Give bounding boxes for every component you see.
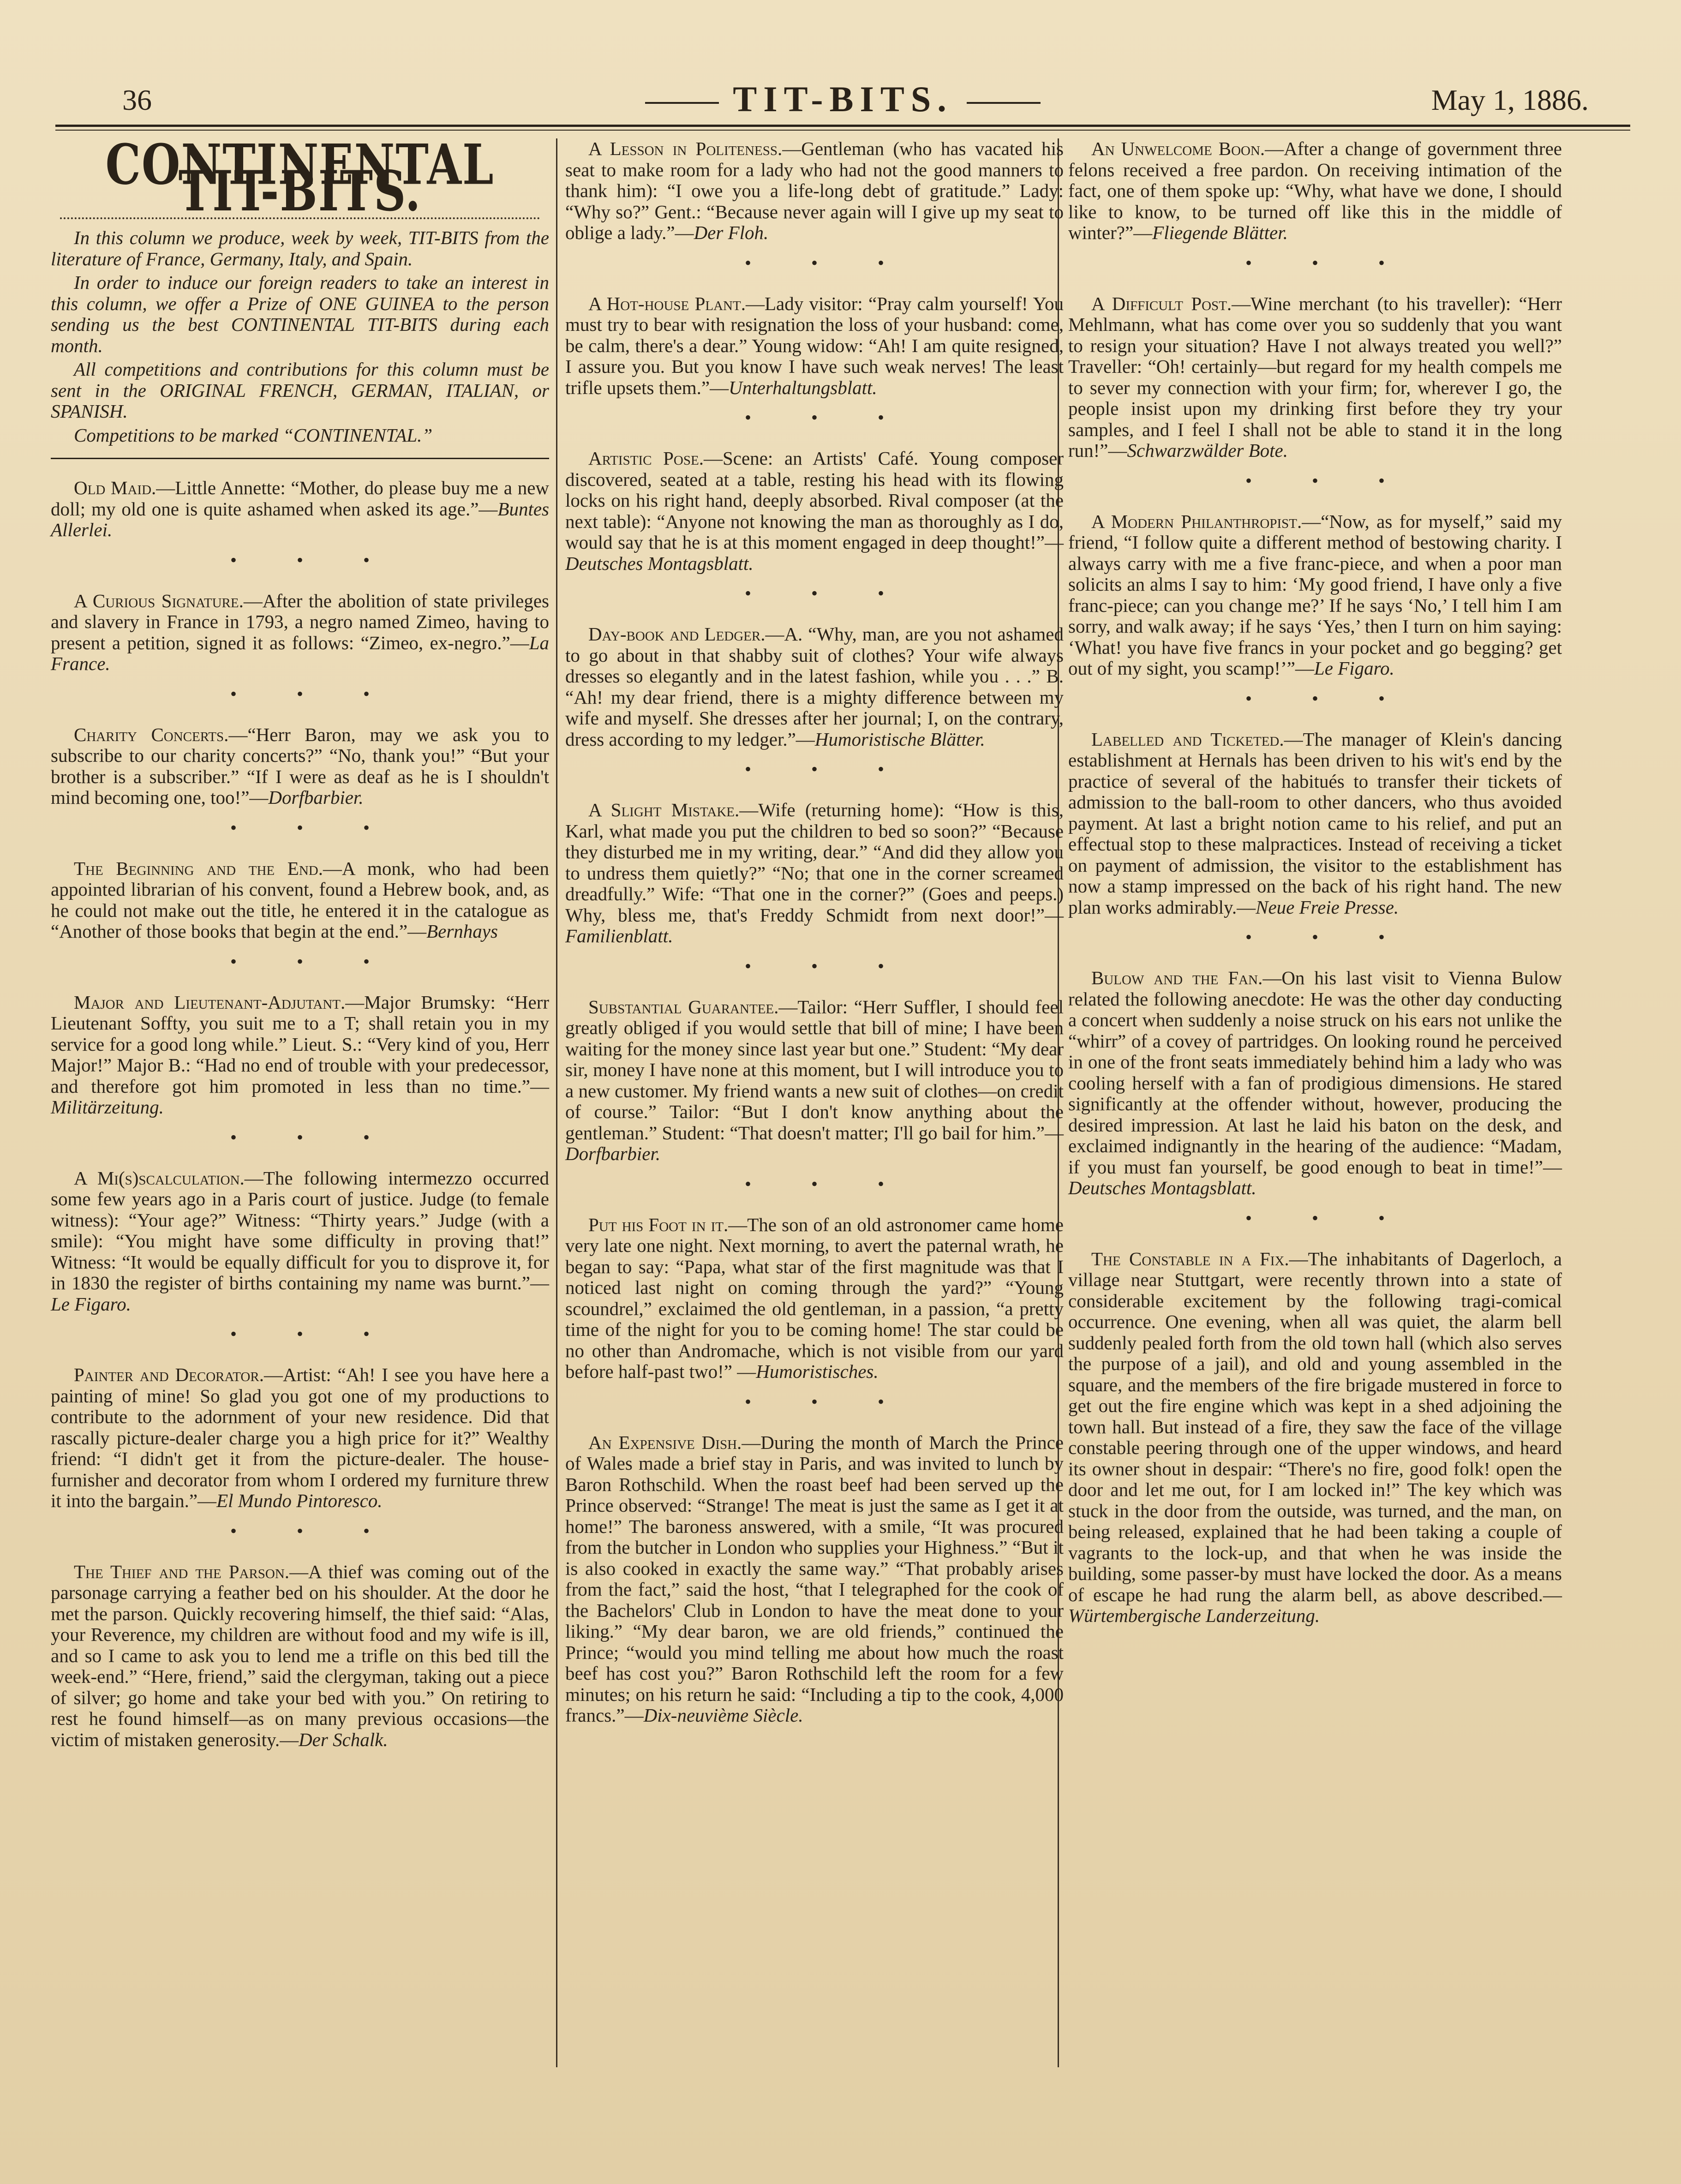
intro-paragraph: All competitions and contributions for this column must be sent in the ORIGINAL FRENCH, GERMAN, ITALIAN, or SPANISH.	[51, 359, 549, 422]
article-item	[1068, 1249, 1562, 1627]
article-item	[51, 1562, 549, 1751]
intro-rule	[51, 458, 549, 459]
article-source: Deutsches Montagsblatt.	[1068, 1177, 1256, 1198]
article-body: —Scene: an Artists' Café. Young composer discovered, seated at a table, resting his head with its flowing locks on his right hand, deeply absorbed. Rival composer (at the next table): “Anyone not knowing the man as thoroughly as I do, would say that he is at this moment engaged in deep thought!”—	[565, 448, 1064, 553]
article-source: Schwarzwälder Bote.	[1127, 440, 1288, 461]
article-source: Fliegende Blätter.	[1152, 222, 1288, 243]
article-title: Put his Foot in it.	[588, 1214, 729, 1235]
article-body: —During the month of March the Prince of Wales made a brief stay in Paris, and was invited to lunch by Baron Rothschild. When the roast beef had been served up the Prince observed: “Strange! The meat is just the same as I get it at home!” The baroness answered, with a smile, “It was procured from the butcher in London who supplies your Highness.” “But it is also cooked in exactly the same way.” “That probably arises from the fact,” said the host, “that I telegraphed for the cook of the Bachelors' Club in London to have the meat done to your liking.” “My dear baron, we are old friends,” continued the Prince; “would you mind telling me about how much the roast beef has cost you?” Baron Rothschild left the room for a few minutes; on his return he said: “Including a tip to the cook, 4,000 francs.”—	[565, 1431, 1064, 1726]
article-item	[51, 478, 549, 541]
article-source: El Mundo Pintoresco.	[216, 1490, 383, 1511]
article-title: The Beginning and the End.	[74, 857, 323, 879]
article-item	[565, 800, 1064, 947]
article-title: Day-book and Ledger.	[588, 623, 766, 645]
article-title: An Expensive Dish.	[588, 1431, 742, 1453]
article-item	[51, 591, 549, 675]
article-body: —The manager of Klein's dancing establishment at Hernals has been driven to his wit's end by the practice of several of the habitués to transfer their tickets of admission to the ball-room to other dancers, who thus avoided payment. At last a bright notion came to his relief, and put an effectual stop to these malpractices. Instead of receiving a ticket on payment of admission, the visitor to the establishment has now a stamp impressed on the back of his right hand. The new plan works admirably.—	[1068, 728, 1562, 918]
article-body: —Lady visitor: “Pray calm yourself! You must try to bear with resignation the loss of your husband: come, be calm, there's a dear.” Young widow: “Ah! I am quite resigned, I assure you. But you know I have such weak nerves! The least trifle upsets them.”—	[565, 293, 1064, 398]
item-separator: • • •	[744, 1391, 912, 1412]
article-title: Charity Concerts.	[74, 724, 229, 745]
article-body: —Little Annette: “Mother, do please buy me a new doll; my old one is quite ashamed when asked its age.”—	[51, 477, 549, 520]
section-intro	[51, 227, 549, 446]
item-separator: • • •	[1245, 252, 1412, 273]
masthead	[46, 78, 1639, 120]
article-source: Dix-neuvième Siècle.	[643, 1705, 803, 1726]
article-title: Bulow and the Fan.	[1091, 967, 1263, 988]
column-2	[565, 138, 1064, 1726]
article-source: Militärzeitung.	[51, 1096, 164, 1118]
article-item	[1068, 968, 1562, 1199]
article-title: The Constable in a Fix.	[1091, 1248, 1289, 1269]
article-title: A Slight Mistake.	[588, 799, 740, 820]
article-source: Bernhays	[426, 921, 498, 942]
article-title: Old Maid.	[74, 477, 156, 498]
article-body: —A thief was coming out of the parsonage carrying a feather bed on his shoulder. At the door he met the parson. Quickly recovering himself, the thief said: “Alas, your Reverence, my children are without food and my wife is ill, and so I came to ask you to lend me a trifle on this bed till the week-end.” “Here, friend,” said the clergyman, taking out a piece of silver; go home and take your bed with you.” On retiring to rest he found himself—as on many previous occasions—the victim of mistaken generosity.—	[51, 1561, 549, 1750]
column-items	[565, 138, 1064, 1726]
article-title: An Unwelcome Boon.	[1091, 138, 1265, 159]
article-source: Würtembergische Landerzeitung.	[1068, 1605, 1320, 1626]
article-title: A Lesson in Politeness.	[588, 138, 783, 159]
article-source: Deutsches Montagsblatt.	[565, 552, 754, 574]
column-items	[51, 478, 549, 1750]
article-source: Neue Freie Presse.	[1256, 896, 1399, 918]
article-source: Dorfbarbier.	[565, 1143, 661, 1164]
article-item	[51, 992, 549, 1118]
article-body: —The following intermezzo occurred some few years ago in a Paris court of justice. Judge (to female witness): “Your age?” Witness: “Thirty years.” Judge (with a smile): “You might have some difficulty in proving that!” Witness: “It would be equally difficult for you to disprove it, for in 1830 the register of births containing my name was burnt.”—	[51, 1167, 549, 1293]
article-source: Humoristische Blätter.	[814, 728, 985, 750]
article-title: Labelled and Ticketed.	[1091, 728, 1284, 750]
article-item	[565, 1432, 1064, 1726]
article-source: Familienblatt.	[565, 925, 673, 946]
article-item	[51, 858, 549, 942]
article-body: —Gentleman (who has vacated his seat to make room for a lady who had not the good manners to thank him): “I owe you a life-long debt of gratitude.” Lady: “Why so?” Gent.: “Because never again will I give up my seat to oblige a lady.”—	[565, 138, 1064, 243]
article-title: The Thief and the Parson.	[74, 1561, 290, 1582]
intro-paragraph: Competitions to be marked “CONTINENTAL.”	[74, 424, 433, 446]
article-body: —After a change of government three felons received a free pardon. On receiving intimation of the fact, one of them spoke up: “Why, what have we done, I should like to know, to be turned off like this in the middle of winter?”—	[1068, 138, 1562, 243]
article-source: Der Floh.	[694, 222, 769, 243]
article-source: Dorfbarbier.	[268, 787, 364, 808]
article-title: Artistic Pose.	[588, 448, 704, 469]
item-separator: • • •	[230, 1126, 397, 1148]
intro-paragraph: In order to induce our foreign readers to take an interest in this column, we offer a Prize of ONE GUINEA to the person sending us the best CONTINENTAL TIT-BITS during each month.	[51, 272, 549, 356]
article-body: —Tailor: “Herr Suffler, I should feel greatly obliged if you would settle that bill of mine; I have been waiting for the money since last year but one.” Student: “My dear sir, money I have none at this moment, but I will introduce you to a new customer. My friend wants a new suit of clothes—on credit of course.” Tailor: “But I don't know anything about the gentleman.” Student: “That doesn't matter; I'll go bail for him.”—	[565, 996, 1064, 1143]
article-body: —Major Brumsky: “Herr Lieutenant Soffty, you suit me to a T; shall retain you in my service for a good long while.” Lieut. S.: “Very kind of you, Herr Major!” Major B.: “Had no end of trouble with your predecessor, and therefore got him promoted in less than no time.”—	[51, 991, 549, 1097]
column-3	[1068, 138, 1562, 1627]
item-separator: • • •	[744, 955, 912, 976]
item-separator: • • •	[744, 252, 912, 273]
masthead-rule-left	[645, 102, 719, 104]
article-body: —The inhabitants of Dagerloch, a village near Stuttgart, were recently thrown into a state of considerable excitement by the following tragi-comical occurrence. One evening, when all was quiet, the alarm bell suddenly pealed forth from the old town hall (which also serves the purpose of a jail), and old and young assembled in the square, and the members of the fire brigade mustered in force to get out the fire engine which was kept in a shed adjoining the town hall. But instead of a fire, they saw the face of the village constable peering through one of the upper windows, and heard its owner shout in despair: “There's no fire, good folk! open the door and let me out, for I am locked in!” The key which was stuck in the door from the outside, was turned, and the man, on being released, explained that he had been taking a couple of vagrants to the lock-up, and that when he was inside the building, some passer-by must have locked the door. As a means of escape he had rung the alarm bell, as above described.—	[1068, 1248, 1562, 1605]
article-title: A Difficult Post.	[1091, 293, 1232, 314]
article-body: —“Now, as for myself,” said my friend, “I follow quite a different method of bestowing charity. I always carry with me a five franc-piece, and when a poor man solicits an alms I say to him: ‘My good friend, I have only a five franc-piece; can you change me?’ If he says ‘No,’ I tell him I am sorry, and walk away; if he says ‘Yes,’ then I turn on him saying: ‘What! you have five francs in your pocket and go begging? get out of my sight, you scamp!’”—	[1068, 510, 1562, 679]
item-separator: • • •	[230, 817, 397, 838]
article-item	[1068, 293, 1562, 461]
item-separator: • • •	[1245, 1207, 1412, 1228]
article-source: Der Schalk.	[299, 1729, 388, 1750]
item-separator: • • •	[230, 1323, 397, 1344]
article-item	[565, 138, 1064, 244]
article-item	[565, 997, 1064, 1165]
article-body: —“Herr Baron, may we ask you to subscribe to our charity concerts?” “No, thank you!” “But your brother is a subscriber.” “If I were as deaf as he is I shouldn't mind becoming one, too!”—	[51, 724, 549, 808]
article-item	[565, 448, 1064, 574]
item-separator: • • •	[1245, 470, 1412, 491]
article-item	[51, 1168, 549, 1315]
item-separator: • • •	[230, 549, 397, 570]
masthead-title: TIT-BITS.	[733, 79, 953, 119]
article-title: A Mi(s)scalculation.	[74, 1167, 245, 1189]
article-source: Unterhaltungsblatt.	[729, 377, 877, 398]
item-separator: • • •	[1245, 688, 1412, 709]
article-item	[51, 1364, 549, 1512]
item-separator: • • •	[1245, 927, 1412, 947]
header-rule	[55, 125, 1630, 131]
page-number: 36	[122, 84, 152, 116]
article-item	[565, 1215, 1064, 1382]
article-body: —Wine merchant (to his traveller): “Herr Mehlmann, what has come over you so suddenly that you want to resign your situation? Have I not always treated you well?” Traveller: “Oh! certainly—but regard for my health compels me to sever my connection with your firm; for, wherever I go, the people insist upon my drinking first before they try your samples, and I feel I shall not be able to stand it in the long run!”—	[1068, 293, 1562, 461]
article-body: —Artist: “Ah! I see you have here a painting of mine! So glad you got one of my productions to contribute to the adornment of your new residence. Did that rascally picture-dealer charge you a high price for it?” Wealthy friend: “I didn't get it from the picture-dealer. The house-furnisher and decorator from whom I ordered my furniture threw it into the bargain.”—	[51, 1364, 549, 1511]
column-divider	[556, 138, 557, 2067]
intro-paragraph: In this column we produce, week by week, TIT-BITS from the literature of France, Germany, Italy, and Spain.	[51, 227, 549, 269]
article-body: —On his last visit to Vienna Bulow related the following anecdote: He was the other day conducting a concert when suddenly a noise struck on his ears not unlike the “whirr” of a covey of partridges. On looking round he perceived in one of the front seats immediately behind him a lady who was cooling herself with a fan of prodigious dimensions. He stared significantly at the offender without, however, producing the desired impression. At last he laid his baton on the desk, and exclaimed indignantly in the hearing of the audience: “Madam, if you must fan yourself, be good enough to beat in time!”—	[1068, 967, 1562, 1178]
article-title: Major and Lieutenant-Adjutant.	[74, 991, 346, 1013]
masthead-rule-right	[967, 102, 1041, 104]
article-title: A Hot-house Plant.	[588, 293, 746, 314]
section-title: CONTINENTAL TIT-BITS.	[105, 132, 495, 224]
item-separator: • • •	[230, 683, 397, 704]
article-item	[51, 724, 549, 808]
article-item	[565, 624, 1064, 750]
item-separator: • • •	[744, 1173, 912, 1194]
column-items	[1068, 138, 1562, 1627]
article-item	[1068, 729, 1562, 918]
article-source: Buntes Allerlei.	[51, 498, 549, 540]
article-body: —The son of an old astronomer came home very late one night. Next morning, to avert the paternal wrath, he began to say: “Papa, what star of the first magnitude was that I noticed last night on coming through the yard?” “Young scoundrel,” exclaimed the old gentleman, in a passion, “a pretty time of the night for you to be coming home! The star could be no other than Andromache, which is not visible from our yard before half-past two!” —	[565, 1214, 1064, 1382]
article-title: Painter and Decorator.	[74, 1364, 264, 1385]
article-title: A Modern Philanthropist.	[1091, 510, 1302, 532]
article-source: Humoristisches.	[756, 1361, 879, 1382]
article-source: La France.	[51, 632, 549, 674]
item-separator: • • •	[744, 583, 912, 604]
article-body: —A. “Why, man, are you not ashamed to go about in that shabby suit of clothes? Your wife always dresses so elegantly and in the latest fashion, while you . . .” B. “Ah! my dear friend, there is a mighty difference between my wife and myself. She dresses after her journal; I, on the contrary, dress according to my ledger.”—	[565, 623, 1064, 750]
article-source: Le Figaro.	[1314, 658, 1394, 679]
article-item	[1068, 138, 1562, 244]
article-body: —After the abolition of state privileges and slavery in France in 1793, a negro named Zimeo, having to present a petition, signed it as follows: “Zimeo, ex-negro.”—	[51, 590, 549, 653]
article-body: —Wife (returning home): “How is this, Karl, what made you put the children to bed so soon?” “Because they disturbed me in my writing, dear.” “And did they allow you to undress them quietly?” “No; that one in the corner screamed dreadfully.” Wife: “That one in the corner?” (Goes and peeps.) Why, bless me, that's Freddy Schmidt from next door!”—	[565, 799, 1064, 926]
issue-date: May 1, 1886.	[1431, 84, 1589, 116]
article-body: —A monk, who had been appointed librarian of his convent, found a Hebrew book, and, as he could not make out the title, he entered it in the catalogue as “Another of those books that begin at the end.”—	[51, 857, 549, 942]
article-source: Le Figaro.	[51, 1293, 131, 1315]
item-separator: • • •	[230, 1520, 397, 1541]
article-title: Substantial Guarantee.	[588, 996, 779, 1017]
article-item	[1068, 511, 1562, 679]
item-separator: • • •	[744, 407, 912, 428]
article-title: A Curious Signature.	[74, 590, 244, 611]
column-1	[51, 132, 549, 1750]
item-separator: • • •	[230, 951, 397, 972]
item-separator: • • •	[744, 759, 912, 779]
article-item	[565, 293, 1064, 399]
